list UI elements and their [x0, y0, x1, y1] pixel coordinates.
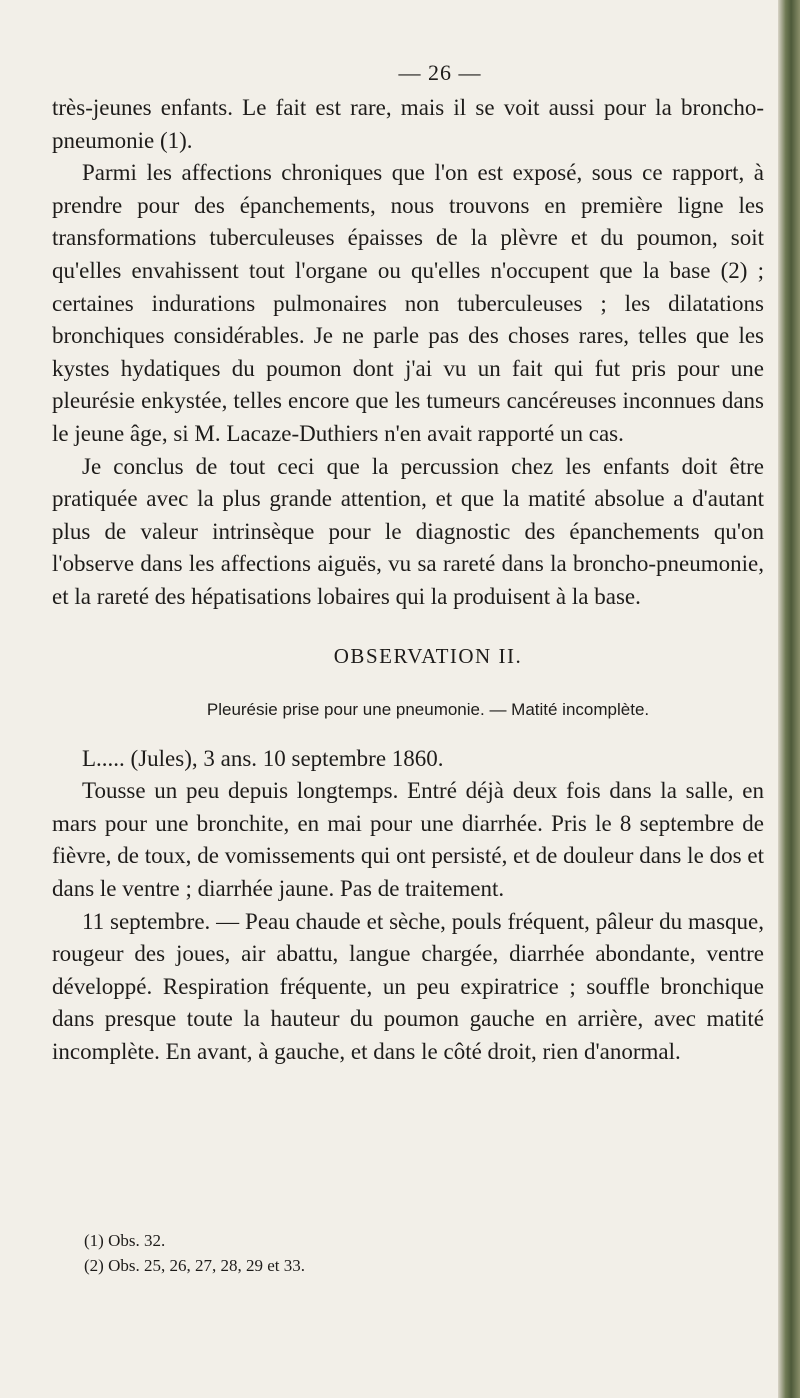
footnote: (1) Obs. 32.: [84, 1231, 166, 1250]
paragraph: 11 septembre. — Peau chaude et sèche, pouls fréquent, pâleur du masque, rougeur des joues, air abattu, langue chargée, diarrhée abondante, ventre développé. Respiration fréquente, un peu expiratrice ; souffle bronchique dans presque toute la hauteur du poumon gauche en arrière, avec matité incomplète. En avant, à gauche, et dans le côté droit, rien d'anormal.: [52, 908, 764, 1065]
paragraph: très-jeunes enfants. Le fait est rare, mais il se voit aussi pour la broncho-pneumonie (1).: [52, 95, 764, 153]
paragraph: Tousse un peu depuis longtemps. Entré déjà deux fois dans la salle, en mars pour une bronchite, en mai pour une diarrhée. Pris le 8 septembre de fièvre, de toux, de vomissements qui ont persisté, et de douleur dans le dos et dans le ventre ; diarrhée jaune. Pas de traitement.: [52, 778, 764, 902]
observation-header: L..... (Jules), 3 ans. 10 septembre 1860.: [82, 745, 444, 771]
observation-title: OBSERVATION II.: [333, 643, 523, 668]
body-text: [52, 92, 764, 1069]
page-edge: [778, 0, 800, 1398]
page-number: — 26 —: [398, 60, 482, 85]
footnotes: [84, 1228, 305, 1278]
observation-subtitle: Pleurésie prise pour une pneumonie. — Matité incomplète.: [206, 700, 650, 720]
paragraph: Parmi les affections chroniques que l'on est exposé, sous ce rapport, à prendre pour des épanchements, nous trouvons en première ligne les transformations tuberculeuses épaisses de la plèvre et du poumon, soit qu'elles envahissent tout l'organe ou qu'elles n'occupent que la base (2) ; certaines indurations pulmonaires non tuberculeuses ; les dilatations bronchiques considérables. Je ne parle pas des choses rares, telles que les kystes hydatiques du poumon dont j'ai vu un fait qui fut pris pour une pleurésie enkystée, telles encore que les tumeurs cancéreuses inconnues dans le jeune âge, si M. Lacaze-Duthiers n'en avait rapporté un cas.: [52, 160, 764, 446]
footnote: (2) Obs. 25, 26, 27, 28, 29 et 33.: [84, 1256, 305, 1275]
paragraph: Je conclus de tout ceci que la percussion chez les enfants doit être pratiquée avec la plus grande attention, et que la matité absolue a d'autant plus de valeur intrinsèque pour le diagnostic des épanchements qu'on l'observe dans les affections aiguës, vu sa rareté dans la broncho-pneumonie, et la rareté des hépatisations lobaires qui la produisent à la base.: [52, 453, 764, 609]
